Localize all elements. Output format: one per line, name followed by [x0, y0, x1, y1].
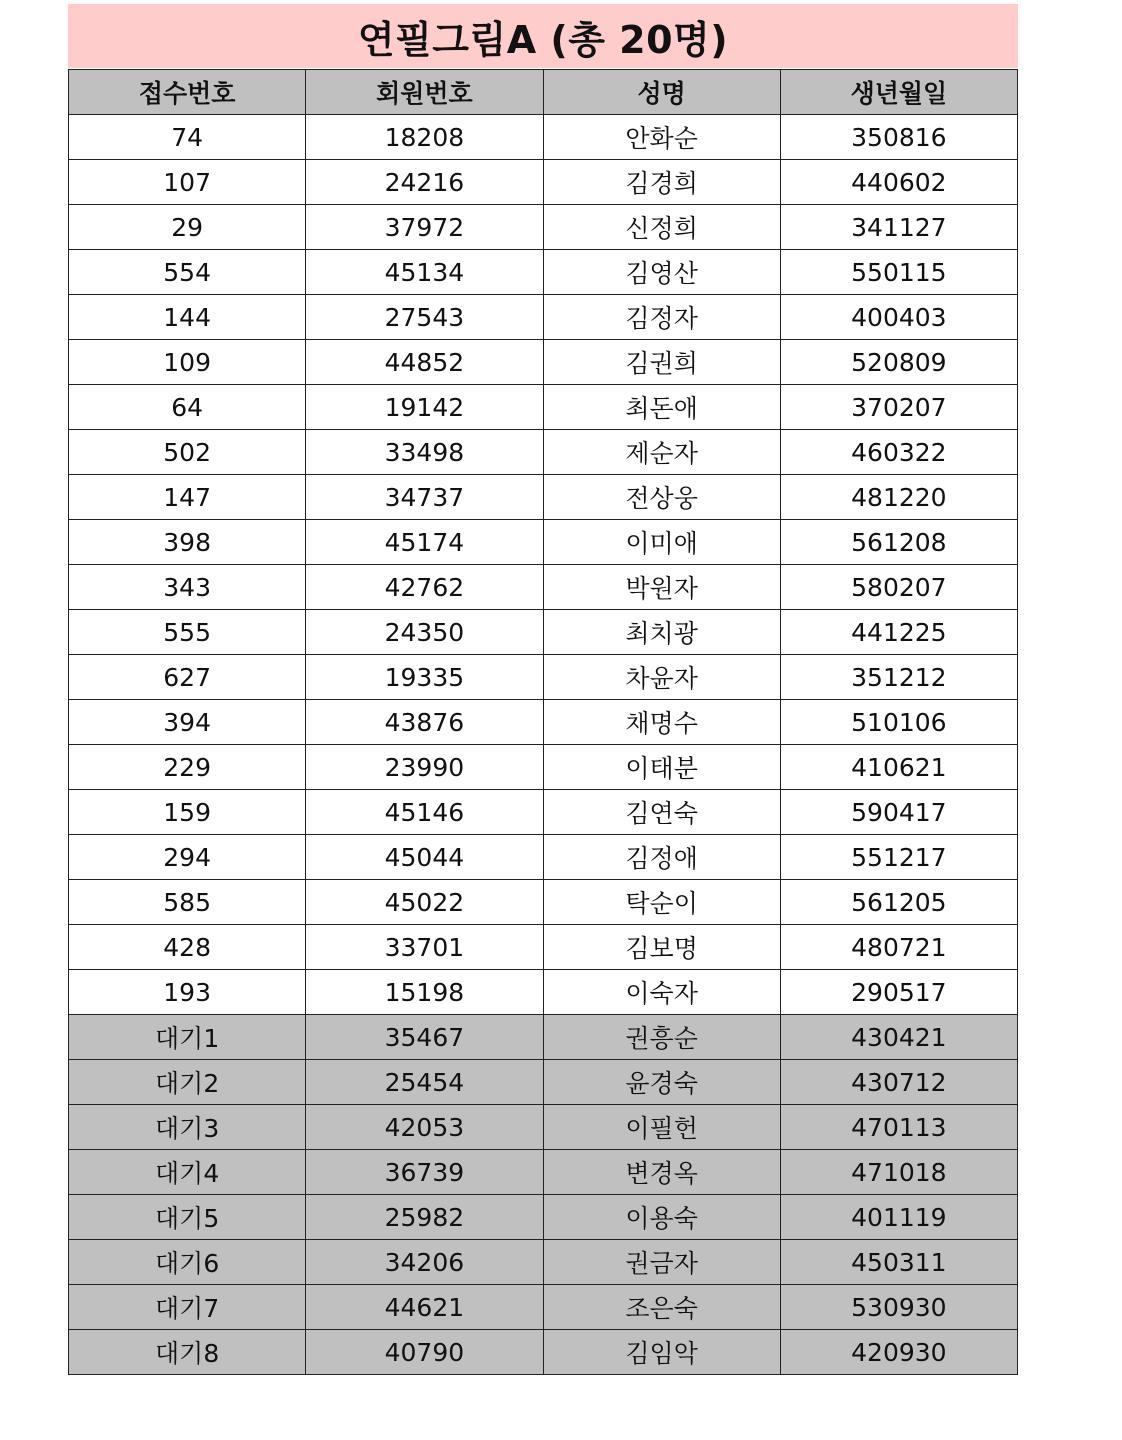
waitlist-row: [69, 1330, 1018, 1375]
cell-member-number: 18208: [306, 115, 543, 160]
cell-member-number: 40790: [306, 1330, 543, 1375]
table-row: [69, 880, 1018, 925]
table-row: [69, 925, 1018, 970]
cell-receipt-number: 대기3: [69, 1105, 306, 1150]
cell-member-number: 42053: [306, 1105, 543, 1150]
cell-name: 안화순: [543, 115, 780, 160]
cell-birthdate: 480721: [780, 925, 1017, 970]
table-row: [69, 790, 1018, 835]
cell-member-number: 25454: [306, 1060, 543, 1105]
table-row: [69, 655, 1018, 700]
cell-receipt-number: 502: [69, 430, 306, 475]
cell-member-number: 43876: [306, 700, 543, 745]
cell-name: 김영산: [543, 250, 780, 295]
table-row: [69, 340, 1018, 385]
cell-birthdate: 510106: [780, 700, 1017, 745]
cell-member-number: 37972: [306, 205, 543, 250]
cell-name: 박원자: [543, 565, 780, 610]
table-row: [69, 115, 1018, 160]
cell-member-number: 45174: [306, 520, 543, 565]
cell-member-number: 23990: [306, 745, 543, 790]
cell-name: 김보명: [543, 925, 780, 970]
cell-birthdate: 450311: [780, 1240, 1017, 1285]
cell-birthdate: 420930: [780, 1330, 1017, 1375]
table-body: [69, 115, 1018, 1375]
cell-member-number: 36739: [306, 1150, 543, 1195]
table-header: [69, 70, 1018, 115]
cell-receipt-number: 343: [69, 565, 306, 610]
cell-member-number: 24216: [306, 160, 543, 205]
table-row: [69, 295, 1018, 340]
header-cell-name: 성명: [543, 70, 780, 115]
cell-receipt-number: 대기4: [69, 1150, 306, 1195]
cell-name: 김권희: [543, 340, 780, 385]
cell-receipt-number: 29: [69, 205, 306, 250]
table-row: [69, 745, 1018, 790]
cell-member-number: 15198: [306, 970, 543, 1015]
cell-member-number: 33701: [306, 925, 543, 970]
cell-name: 이용숙: [543, 1195, 780, 1240]
cell-birthdate: 470113: [780, 1105, 1017, 1150]
cell-receipt-number: 627: [69, 655, 306, 700]
cell-name: 이태분: [543, 745, 780, 790]
cell-birthdate: 430712: [780, 1060, 1017, 1105]
table-row: [69, 475, 1018, 520]
cell-name: 조은숙: [543, 1285, 780, 1330]
cell-birthdate: 550115: [780, 250, 1017, 295]
cell-receipt-number: 대기7: [69, 1285, 306, 1330]
cell-birthdate: 471018: [780, 1150, 1017, 1195]
header-cell-receipt-number: 접수번호: [69, 70, 306, 115]
cell-receipt-number: 대기2: [69, 1060, 306, 1105]
table-row: [69, 610, 1018, 655]
cell-member-number: 27543: [306, 295, 543, 340]
cell-receipt-number: 554: [69, 250, 306, 295]
cell-receipt-number: 555: [69, 610, 306, 655]
page-title: [68, 4, 1018, 68]
cell-birthdate: 351212: [780, 655, 1017, 700]
cell-name: 윤경숙: [543, 1060, 780, 1105]
cell-member-number: 19142: [306, 385, 543, 430]
cell-name: 김연숙: [543, 790, 780, 835]
cell-birthdate: 410621: [780, 745, 1017, 790]
cell-birthdate: 551217: [780, 835, 1017, 880]
cell-receipt-number: 229: [69, 745, 306, 790]
table-row: [69, 835, 1018, 880]
waitlist-row: [69, 1240, 1018, 1285]
cell-birthdate: 341127: [780, 205, 1017, 250]
cell-receipt-number: 147: [69, 475, 306, 520]
cell-name: 신정희: [543, 205, 780, 250]
cell-receipt-number: 64: [69, 385, 306, 430]
cell-member-number: 19335: [306, 655, 543, 700]
cell-name: 제순자: [543, 430, 780, 475]
cell-receipt-number: 159: [69, 790, 306, 835]
cell-member-number: 45134: [306, 250, 543, 295]
cell-name: 김정자: [543, 295, 780, 340]
cell-name: 김정애: [543, 835, 780, 880]
cell-receipt-number: 428: [69, 925, 306, 970]
cell-member-number: 42762: [306, 565, 543, 610]
cell-birthdate: 460322: [780, 430, 1017, 475]
cell-birthdate: 580207: [780, 565, 1017, 610]
cell-member-number: 34206: [306, 1240, 543, 1285]
cell-receipt-number: 398: [69, 520, 306, 565]
table-row: [69, 520, 1018, 565]
cell-receipt-number: 144: [69, 295, 306, 340]
roster-table: [68, 69, 1018, 1375]
cell-member-number: 34737: [306, 475, 543, 520]
cell-name: 최치광: [543, 610, 780, 655]
waitlist-row: [69, 1060, 1018, 1105]
cell-name: 전상웅: [543, 475, 780, 520]
cell-birthdate: 561205: [780, 880, 1017, 925]
cell-name: 권흥순: [543, 1015, 780, 1060]
waitlist-row: [69, 1015, 1018, 1060]
table-row: [69, 160, 1018, 205]
cell-name: 변경옥: [543, 1150, 780, 1195]
table-row: [69, 700, 1018, 745]
cell-birthdate: 590417: [780, 790, 1017, 835]
waitlist-row: [69, 1285, 1018, 1330]
cell-name: 이필헌: [543, 1105, 780, 1150]
cell-member-number: 33498: [306, 430, 543, 475]
table-row: [69, 205, 1018, 250]
table-row: [69, 565, 1018, 610]
cell-birthdate: 401119: [780, 1195, 1017, 1240]
cell-name: 채명수: [543, 700, 780, 745]
cell-member-number: 25982: [306, 1195, 543, 1240]
cell-birthdate: 400403: [780, 295, 1017, 340]
table-row: [69, 430, 1018, 475]
cell-receipt-number: 585: [69, 880, 306, 925]
cell-member-number: 44621: [306, 1285, 543, 1330]
cell-receipt-number: 107: [69, 160, 306, 205]
cell-member-number: 45044: [306, 835, 543, 880]
cell-receipt-number: 294: [69, 835, 306, 880]
cell-member-number: 24350: [306, 610, 543, 655]
cell-receipt-number: 74: [69, 115, 306, 160]
page-title-text: 연필그림A (총 20명): [357, 17, 729, 62]
cell-receipt-number: 109: [69, 340, 306, 385]
cell-birthdate: 481220: [780, 475, 1017, 520]
cell-receipt-number: 대기6: [69, 1240, 306, 1285]
cell-member-number: 35467: [306, 1015, 543, 1060]
cell-receipt-number: 394: [69, 700, 306, 745]
cell-receipt-number: 대기1: [69, 1015, 306, 1060]
cell-name: 김경희: [543, 160, 780, 205]
cell-receipt-number: 193: [69, 970, 306, 1015]
cell-member-number: 45146: [306, 790, 543, 835]
cell-birthdate: 561208: [780, 520, 1017, 565]
cell-name: 최돈애: [543, 385, 780, 430]
waitlist-row: [69, 1195, 1018, 1240]
cell-name: 이미애: [543, 520, 780, 565]
cell-name: 김임악: [543, 1330, 780, 1375]
cell-name: 권금자: [543, 1240, 780, 1285]
cell-birthdate: 370207: [780, 385, 1017, 430]
table-row: [69, 250, 1018, 295]
cell-name: 차윤자: [543, 655, 780, 700]
waitlist-row: [69, 1150, 1018, 1195]
table-row: [69, 385, 1018, 430]
cell-name: 이숙자: [543, 970, 780, 1015]
waitlist-row: [69, 1105, 1018, 1150]
cell-member-number: 45022: [306, 880, 543, 925]
cell-birthdate: 520809: [780, 340, 1017, 385]
cell-birthdate: 290517: [780, 970, 1017, 1015]
table-row: [69, 970, 1018, 1015]
cell-birthdate: 530930: [780, 1285, 1017, 1330]
cell-birthdate: 440602: [780, 160, 1017, 205]
cell-name: 탁순이: [543, 880, 780, 925]
header-row: [69, 70, 1018, 115]
cell-birthdate: 350816: [780, 115, 1017, 160]
cell-receipt-number: 대기8: [69, 1330, 306, 1375]
cell-birthdate: 430421: [780, 1015, 1017, 1060]
cell-birthdate: 441225: [780, 610, 1017, 655]
header-cell-member-number: 회원번호: [306, 70, 543, 115]
cell-member-number: 44852: [306, 340, 543, 385]
header-cell-birthdate: 생년월일: [780, 70, 1017, 115]
cell-receipt-number: 대기5: [69, 1195, 306, 1240]
